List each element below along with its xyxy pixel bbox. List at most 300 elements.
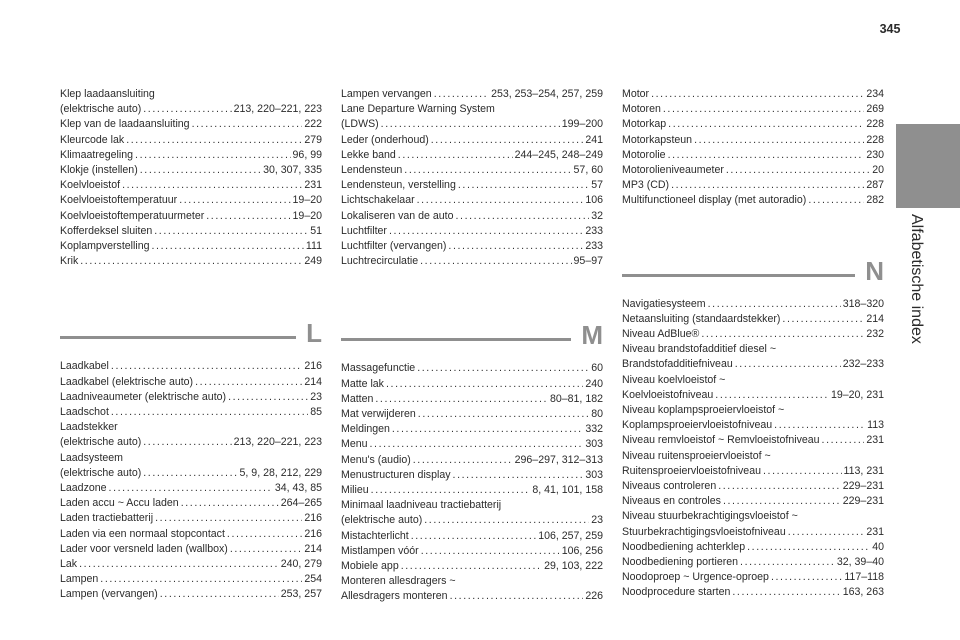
entry-line: [60, 375, 322, 390]
entry-pages: 233: [585, 224, 603, 237]
entry-line: [341, 559, 603, 574]
dot-leader: [663, 102, 864, 117]
dot-leader: [417, 361, 589, 376]
letter-label: N: [865, 255, 884, 286]
entry-term: Lekke band: [341, 148, 396, 161]
dot-leader: [431, 133, 584, 148]
entry-pages: 228: [866, 118, 884, 131]
index-entry: [60, 375, 322, 390]
entry-term: Motorkap: [622, 118, 667, 131]
entry-pages: 213, 220–221, 223: [233, 436, 322, 449]
entry-term: Netaansluiting (standaardstekker): [622, 312, 781, 325]
entry-term: Niveaus controleren: [622, 480, 717, 493]
entry-term: Motorolie: [622, 148, 666, 161]
dot-leader: [450, 589, 584, 604]
index-entry: [622, 327, 884, 342]
entry-term: Mistachterlicht: [341, 529, 409, 542]
entry-term: Lendensteun: [341, 164, 403, 177]
entry-line: [341, 437, 603, 452]
entry-term: Ruitensproeiervloeistofniveau: [622, 464, 761, 477]
entry-term: Motorkapsteun: [622, 133, 693, 146]
entry-line: [60, 527, 322, 542]
dot-leader: [771, 570, 842, 585]
dot-leader: [434, 87, 489, 102]
index-column-1: [60, 87, 322, 603]
index-entry: [622, 193, 884, 208]
index-entry: [60, 572, 322, 587]
entry-text: Niveau stuurbekrachtigingsvloeistof ~: [622, 510, 798, 523]
index-entry: [341, 529, 603, 544]
dot-leader: [448, 239, 583, 254]
dot-leader: [456, 209, 590, 224]
dot-leader: [708, 297, 841, 312]
entry-line: [622, 297, 884, 312]
index-entry: [341, 239, 603, 254]
entry-line: [622, 479, 884, 494]
entry-pages: 233: [585, 240, 603, 253]
entry-pages: 269: [866, 103, 884, 116]
dot-leader: [671, 178, 864, 193]
index-entry: [622, 148, 884, 163]
index-entry: [60, 254, 322, 269]
index-entry: [60, 557, 322, 572]
entry-term: Klimaatregeling: [60, 148, 134, 161]
entry-term: Niveau AdBlue®: [622, 328, 700, 341]
entry-pages: 214: [304, 375, 322, 388]
index-entry: [622, 297, 884, 312]
entry-line: [622, 585, 884, 600]
index-entry: [622, 178, 884, 193]
index-entry: [60, 117, 322, 132]
dot-leader: [718, 479, 841, 494]
dot-leader: [782, 312, 864, 327]
entry-term: Stuurbekrachtigingsvloeistofniveau: [622, 525, 786, 538]
index-entry: [60, 390, 322, 405]
index-entry: [341, 407, 603, 422]
entry-line: [341, 377, 603, 392]
entry-pages: 253, 253–254, 257, 259: [491, 88, 603, 100]
entry-pages: 5, 9, 28, 212, 229: [239, 466, 322, 479]
entry-term: (elektrische auto): [60, 466, 142, 479]
entry-line: [341, 87, 603, 102]
entry-line: [60, 435, 322, 450]
section-title: Alfabetische index: [908, 214, 925, 344]
entry-line: [341, 392, 603, 407]
entry-pages: 19–20: [292, 209, 322, 222]
entry-term: Laadschot: [60, 406, 109, 419]
dot-leader: [154, 224, 308, 239]
entry-line: [60, 239, 322, 254]
dot-leader: [392, 422, 583, 437]
entry-line: [60, 133, 322, 148]
entry-line: [60, 390, 322, 405]
entry-pages: 240: [585, 377, 603, 390]
index-entry: [60, 193, 322, 208]
entry-line: [60, 209, 322, 224]
dot-leader: [375, 392, 548, 407]
index-entry: [622, 479, 884, 494]
dot-leader: [788, 525, 865, 540]
entry-term: Lampen vervangen: [341, 88, 432, 100]
index-entry: [341, 498, 603, 528]
index-entry: [341, 377, 603, 392]
entry-pages: 51: [310, 224, 322, 237]
entry-pages: 231: [866, 525, 884, 538]
dot-leader: [740, 555, 835, 570]
entry-term: Lampen (vervangen): [60, 588, 158, 601]
entry-text: Niveau brandstofadditief diesel ~: [622, 343, 777, 356]
dot-leader: [404, 163, 571, 178]
index-column-3: [622, 87, 884, 601]
index-entry: [341, 483, 603, 498]
entry-line: [341, 529, 603, 544]
dot-leader: [160, 587, 279, 602]
entry-pages: 229–231: [842, 480, 884, 493]
entry-pages: 23: [591, 514, 603, 527]
entry-line: [60, 178, 322, 193]
entry-term: Lokaliseren van de auto: [341, 209, 454, 222]
entry-pages: 80–81, 182: [549, 392, 603, 405]
dot-leader: [179, 193, 290, 208]
entry-term: Menu's (audio): [341, 453, 411, 466]
entry-term: Leder (onderhoud): [341, 133, 429, 146]
index-entry: [341, 133, 603, 148]
index-entry: [341, 224, 603, 239]
dot-leader: [152, 239, 304, 254]
index-entry: [622, 555, 884, 570]
dot-leader: [774, 418, 865, 433]
dot-leader: [668, 148, 865, 163]
letter-heading: [60, 307, 322, 347]
entry-line: [341, 224, 603, 239]
entry-pages: 264–265: [280, 497, 322, 510]
entry-term: Motorolieniveaumeter: [622, 164, 724, 177]
entry-term: Matte lak: [341, 377, 384, 390]
index-entry: [60, 405, 322, 420]
dot-leader: [417, 193, 584, 208]
page-number: 345: [879, 22, 901, 36]
index-entry: [60, 209, 322, 224]
entry-pages: 226: [585, 590, 603, 603]
entry-line: [622, 555, 884, 570]
dot-leader: [230, 542, 302, 557]
entry-term: Lendensteun, verstelling: [341, 179, 456, 192]
index-entry: [341, 392, 603, 407]
entry-text: Klep laadaansluiting: [60, 88, 155, 100]
entry-line: [341, 117, 603, 132]
entry-line: [60, 466, 322, 481]
index-entry: [622, 342, 884, 372]
entry-line: [622, 193, 884, 208]
entry-line: [622, 148, 884, 163]
dot-leader: [723, 494, 841, 509]
entry-pages: 113: [867, 419, 884, 432]
entry-pages: 57: [591, 179, 603, 192]
entry-line: [341, 148, 603, 163]
entry-term: Laden tractiebatterij: [60, 512, 154, 525]
entry-line: [341, 209, 603, 224]
entry-pages: 19–20, 231: [830, 388, 884, 401]
entry-line: [622, 464, 884, 479]
entry-line: [341, 544, 603, 559]
dot-leader: [100, 572, 302, 587]
entry-pages: 228: [866, 133, 884, 146]
entry-pages: 216: [304, 512, 322, 525]
index-entry: [341, 422, 603, 437]
entry-term: Luchtrecirculatie: [341, 255, 419, 268]
entry-line: [622, 133, 884, 148]
index-entry: [341, 148, 603, 163]
entry-line: [341, 407, 603, 422]
entry-term: Massagefunctie: [341, 362, 416, 375]
entry-term: Koelvloeistoftemperatuur: [60, 194, 178, 207]
index-entry: [60, 163, 322, 178]
entry-pages: 254: [304, 573, 322, 586]
dot-leader: [651, 87, 864, 102]
dot-leader: [458, 178, 589, 193]
entry-line: [341, 163, 603, 178]
entry-line: [622, 570, 884, 585]
entry-line: [60, 496, 322, 511]
entry-term: Noodoproep ~ Urgence-oproep: [622, 571, 769, 584]
index-entry: [622, 403, 884, 433]
entry-pages: 163, 263: [842, 586, 884, 599]
entry-line: [341, 361, 603, 376]
entry-term: Noodbediening portieren: [622, 556, 739, 569]
index-entry: [60, 481, 322, 496]
entry-pages: 253, 257: [280, 588, 322, 601]
entry-line: [60, 224, 322, 239]
entry-pages: 222: [304, 118, 322, 131]
dot-leader: [386, 377, 583, 392]
entry-term: Klokje (instellen): [60, 164, 138, 177]
entry-term: (elektrische auto): [60, 436, 142, 449]
entry-line: [341, 254, 603, 269]
entry-term: Milieu: [341, 484, 369, 497]
entry-pages: 30, 307, 335: [263, 164, 322, 177]
index-entry: [622, 540, 884, 555]
letter-label: L: [306, 318, 322, 349]
entry-line: [622, 418, 884, 433]
entry-pages: 216: [304, 527, 322, 540]
dot-leader: [421, 544, 560, 559]
entry-text: Laadsysteem: [60, 451, 124, 464]
section-tab: [896, 124, 960, 208]
entry-term: Koelvloeistof: [60, 179, 121, 192]
entry-line: [622, 87, 884, 102]
entry-term: Niveau remvloeistof ~ Remvloeistofniveau: [622, 434, 820, 447]
entry-term: Lichtschakelaar: [341, 194, 415, 207]
entry-term: Menu: [341, 438, 368, 451]
entry-term: Mobiele app: [341, 560, 399, 573]
index-entry: [60, 542, 322, 557]
entry-line: [622, 312, 884, 327]
index-entry: [341, 102, 603, 132]
dot-leader: [381, 117, 560, 132]
entry-term: Laadniveaumeter (elektrische auto): [60, 390, 227, 403]
index-entry: [622, 570, 884, 585]
entry-line: [622, 525, 884, 540]
index-entry: [60, 133, 322, 148]
entry-term: Luchtfilter: [341, 224, 387, 237]
dot-leader: [389, 224, 583, 239]
dot-leader: [140, 163, 261, 178]
entry-line: [622, 117, 884, 132]
letter-heading: [622, 245, 884, 285]
entry-line: [341, 589, 603, 604]
index-entry: [622, 117, 884, 132]
index-entry: [60, 178, 322, 193]
entry-pages: 106, 257, 259: [538, 529, 603, 542]
entry-term: Koplampsproeiervloeistofniveau: [622, 419, 773, 432]
dot-leader: [370, 437, 584, 452]
entry-pages: 95–97: [573, 255, 603, 268]
entry-line: [622, 327, 884, 342]
entry-pages: 249: [304, 255, 322, 268]
entry-line: [622, 494, 884, 509]
entry-line: [60, 572, 322, 587]
entry-term: Matten: [341, 392, 374, 405]
index-entry: [341, 254, 603, 269]
index-entry: [341, 87, 603, 102]
index-entry: [60, 87, 322, 117]
entry-text: Niveau ruitensproeiervloeistof ~: [622, 449, 771, 462]
letter-label: M: [581, 320, 603, 351]
entry-line: [341, 422, 603, 437]
index-entry: [60, 527, 322, 542]
entry-pages: 232: [866, 328, 884, 341]
entry-line: [60, 359, 322, 374]
entry-pages: 232–233: [842, 358, 884, 371]
index-entry: [60, 359, 322, 374]
entry-term: Menustructuren display: [341, 468, 451, 481]
entry-pages: 282: [866, 194, 884, 207]
index-entry: [341, 178, 603, 193]
index-entry: [60, 496, 322, 511]
dot-leader: [418, 407, 589, 422]
entry-term: Koelvloeistoftemperatuurmeter: [60, 209, 205, 222]
entry-term: Lampen: [60, 573, 99, 586]
entry-term: Kleurcode lak: [60, 133, 125, 146]
entry-line: [622, 540, 884, 555]
entry-pages: 85: [310, 406, 322, 419]
entry-pages: 80: [591, 408, 603, 421]
entry-term: Koplampverstelling: [60, 240, 150, 253]
dot-leader: [715, 388, 829, 403]
entry-term: (elektrische auto): [341, 514, 423, 527]
entry-pages: 106: [585, 194, 603, 207]
index-entry: [60, 587, 322, 602]
entry-pages: 106, 256: [561, 544, 603, 557]
dot-leader: [192, 117, 303, 132]
entry-pages: 229–231: [842, 495, 884, 508]
dot-leader: [122, 178, 302, 193]
dot-leader: [763, 464, 842, 479]
entry-term: Lak: [60, 558, 78, 571]
dot-leader: [227, 527, 302, 542]
dot-leader: [420, 254, 571, 269]
entry-line: [341, 483, 603, 498]
entry-line: [341, 453, 603, 468]
index-entry: [622, 163, 884, 178]
dot-leader: [143, 466, 237, 481]
entry-term: Brandstofadditiefniveau: [622, 358, 733, 371]
index-entry: [341, 574, 603, 604]
entry-term: Noodbediening achterklep: [622, 540, 746, 553]
dot-leader: [79, 557, 279, 572]
entry-line: [622, 433, 884, 448]
entry-term: (LDWS): [341, 118, 379, 131]
entry-pages: 214: [304, 542, 322, 555]
dot-leader: [228, 390, 308, 405]
entry-line: [60, 193, 322, 208]
entry-term: (elektrische auto): [60, 103, 142, 116]
entry-term: Laadkabel (elektrische auto): [60, 375, 194, 388]
entry-pages: 23: [310, 390, 322, 403]
entry-term: Laadkabel: [60, 360, 109, 373]
index-entry: [60, 148, 322, 163]
entry-term: Motoren: [622, 103, 661, 116]
heading-rule: [622, 274, 855, 277]
dot-leader: [694, 133, 864, 148]
entry-line: [341, 193, 603, 208]
index-entry: [622, 373, 884, 403]
dot-leader: [398, 148, 513, 163]
index-entry: [622, 102, 884, 117]
entry-pages: 216: [304, 360, 322, 373]
entry-line: [622, 357, 884, 372]
entry-pages: 29, 103, 222: [544, 560, 603, 573]
entry-pages: 32: [591, 209, 603, 222]
entry-term: Mat verwijderen: [341, 408, 416, 421]
index-entry: [341, 361, 603, 376]
entry-term: Luchtfilter (vervangen): [341, 240, 447, 253]
index-entry: [341, 544, 603, 559]
heading-rule: [341, 338, 571, 341]
entry-line: [341, 178, 603, 193]
entry-pages: 287: [866, 179, 884, 192]
entry-pages: 117–118: [844, 571, 884, 584]
dot-leader: [808, 193, 864, 208]
dot-leader: [701, 327, 864, 342]
entry-term: Laden accu ~ Accu laden: [60, 497, 179, 510]
index-entry: [341, 193, 603, 208]
entry-pages: 240, 279: [280, 558, 322, 571]
entry-line: [60, 481, 322, 496]
entry-pages: 332: [585, 423, 603, 436]
entry-pages: 303: [585, 468, 603, 481]
entry-line: [60, 163, 322, 178]
entry-term: Navigatiesysteem: [622, 297, 706, 310]
entry-pages: 214: [866, 312, 884, 325]
entry-line: [60, 511, 322, 526]
entry-line: [60, 405, 322, 420]
entry-term: Koelvloeistofniveau: [622, 388, 714, 401]
entry-term: Mistlampen vóór: [341, 544, 419, 557]
dot-leader: [668, 117, 864, 132]
entry-term: MP3 (CD): [622, 179, 670, 192]
entry-pages: 279: [304, 133, 322, 146]
entry-line: [341, 468, 603, 483]
dot-leader: [126, 133, 302, 148]
index-entry: [341, 468, 603, 483]
dot-leader: [143, 102, 231, 117]
entry-line: [622, 163, 884, 178]
dot-leader: [411, 529, 536, 544]
dot-leader: [747, 540, 870, 555]
entry-line: [622, 102, 884, 117]
index-entry: [341, 209, 603, 224]
